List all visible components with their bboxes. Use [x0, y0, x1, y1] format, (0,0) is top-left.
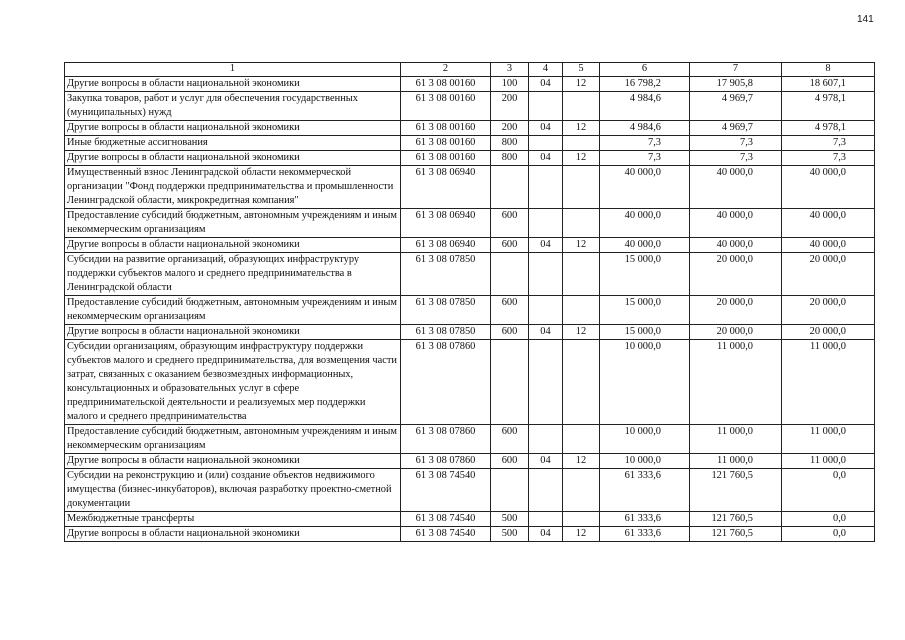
subsection-cell — [563, 166, 600, 209]
section-cell: 04 — [529, 77, 563, 92]
section-cell — [529, 425, 563, 454]
amount-col6-cell: 16 798,2 — [600, 77, 690, 92]
amount-col6-cell: 15 000,0 — [600, 253, 690, 296]
table-row — [65, 209, 875, 238]
amount-col6-cell: 40 000,0 — [600, 238, 690, 253]
amount-col6-cell: 4 984,6 — [600, 121, 690, 136]
amount-col7-cell: 20 000,0 — [690, 325, 782, 340]
amount-col6-cell: 40 000,0 — [600, 209, 690, 238]
amount-col6-cell: 61 333,6 — [600, 512, 690, 527]
row-name-cell: Субсидии на реконструкцию и (или) создание объектов недвижимого имущества (бизнес-инкубаторов), включая разработку проектно-сметной документации — [65, 469, 401, 512]
section-cell — [529, 92, 563, 121]
amount-col8-cell: 7,3 — [782, 136, 875, 151]
subsection-cell: 12 — [563, 527, 600, 542]
header-cell: 3 — [491, 63, 529, 77]
subsection-cell: 12 — [563, 77, 600, 92]
section-cell — [529, 253, 563, 296]
row-name-cell: Предоставление субсидий бюджетным, автономным учреждениям и иным некоммерческим организациям — [65, 209, 401, 238]
subsection-cell: 12 — [563, 325, 600, 340]
row-name-cell: Иные бюджетные ассигнования — [65, 136, 401, 151]
table-row — [65, 527, 875, 542]
expense-type-cell: 600 — [491, 454, 529, 469]
amount-col7-cell: 20 000,0 — [690, 296, 782, 325]
target-code-cell: 61 3 08 00160 — [401, 121, 491, 136]
target-code-cell: 61 3 08 06940 — [401, 209, 491, 238]
amount-col7-cell: 40 000,0 — [690, 166, 782, 209]
header-cell: 7 — [690, 63, 782, 77]
section-cell: 04 — [529, 325, 563, 340]
subsection-cell — [563, 512, 600, 527]
expense-type-cell: 600 — [491, 325, 529, 340]
amount-col8-cell: 11 000,0 — [782, 454, 875, 469]
amount-col7-cell: 40 000,0 — [690, 209, 782, 238]
row-name-cell: Предоставление субсидий бюджетным, автономным учреждениям и иным некоммерческим организациям — [65, 425, 401, 454]
subsection-cell — [563, 209, 600, 238]
row-name-cell: Предоставление субсидий бюджетным, автономным учреждениям и иным некоммерческим организациям — [65, 296, 401, 325]
subsection-cell: 12 — [563, 238, 600, 253]
target-code-cell: 61 3 08 00160 — [401, 77, 491, 92]
target-code-cell: 61 3 08 00160 — [401, 151, 491, 166]
amount-col8-cell: 0,0 — [782, 512, 875, 527]
amount-col7-cell: 20 000,0 — [690, 253, 782, 296]
expense-type-cell — [491, 340, 529, 425]
amount-col6-cell: 15 000,0 — [600, 296, 690, 325]
expense-type-cell: 200 — [491, 121, 529, 136]
expense-type-cell: 800 — [491, 151, 529, 166]
amount-col8-cell: 40 000,0 — [782, 209, 875, 238]
expense-type-cell: 500 — [491, 527, 529, 542]
amount-col8-cell: 4 978,1 — [782, 92, 875, 121]
section-cell: 04 — [529, 454, 563, 469]
expense-type-cell: 100 — [491, 77, 529, 92]
table-row — [65, 512, 875, 527]
target-code-cell: 61 3 08 07850 — [401, 296, 491, 325]
section-cell: 04 — [529, 527, 563, 542]
amount-col8-cell: 11 000,0 — [782, 340, 875, 425]
amount-col7-cell: 40 000,0 — [690, 238, 782, 253]
page-number: 141 — [857, 14, 874, 25]
amount-col7-cell: 121 760,5 — [690, 527, 782, 542]
amount-col7-cell: 4 969,7 — [690, 121, 782, 136]
subsection-cell: 12 — [563, 454, 600, 469]
section-cell: 04 — [529, 121, 563, 136]
subsection-cell — [563, 253, 600, 296]
expense-type-cell: 600 — [491, 209, 529, 238]
amount-col6-cell: 15 000,0 — [600, 325, 690, 340]
amount-col6-cell: 40 000,0 — [600, 166, 690, 209]
amount-col7-cell: 11 000,0 — [690, 340, 782, 425]
target-code-cell: 61 3 08 07850 — [401, 325, 491, 340]
subsection-cell — [563, 92, 600, 121]
header-cell: 2 — [401, 63, 491, 77]
header-cell: 5 — [563, 63, 600, 77]
amount-col7-cell: 121 760,5 — [690, 469, 782, 512]
amount-col6-cell: 61 333,6 — [600, 469, 690, 512]
header-cell: 4 — [529, 63, 563, 77]
amount-col7-cell: 17 905,8 — [690, 77, 782, 92]
amount-col7-cell: 121 760,5 — [690, 512, 782, 527]
section-cell — [529, 340, 563, 425]
row-name-cell: Имущественный взнос Ленинградской области некоммерческой организации "Фонд поддержки предпринимательства и промышленности Ленинградской области, микрокредитная компания" — [65, 166, 401, 209]
table-row — [65, 425, 875, 454]
subsection-cell — [563, 425, 600, 454]
row-name-cell: Другие вопросы в области национальной экономики — [65, 121, 401, 136]
target-code-cell: 61 3 08 74540 — [401, 469, 491, 512]
target-code-cell: 61 3 08 07850 — [401, 253, 491, 296]
subsection-cell — [563, 340, 600, 425]
section-cell — [529, 512, 563, 527]
expense-type-cell: 600 — [491, 238, 529, 253]
table-row — [65, 325, 875, 340]
table-row — [65, 454, 875, 469]
table-row — [65, 77, 875, 92]
subsection-cell: 12 — [563, 121, 600, 136]
subsection-cell — [563, 296, 600, 325]
table-row — [65, 121, 875, 136]
row-name-cell: Другие вопросы в области национальной экономики — [65, 454, 401, 469]
section-cell — [529, 296, 563, 325]
amount-col8-cell: 18 607,1 — [782, 77, 875, 92]
table-row — [65, 151, 875, 166]
amount-col8-cell: 7,3 — [782, 151, 875, 166]
header-cell: 6 — [600, 63, 690, 77]
amount-col6-cell: 7,3 — [600, 151, 690, 166]
row-name-cell: Другие вопросы в области национальной экономики — [65, 238, 401, 253]
amount-col8-cell: 40 000,0 — [782, 238, 875, 253]
section-cell — [529, 136, 563, 151]
amount-col7-cell: 11 000,0 — [690, 425, 782, 454]
amount-col6-cell: 10 000,0 — [600, 340, 690, 425]
table-header-row — [65, 63, 875, 77]
row-name-cell: Другие вопросы в области национальной экономики — [65, 151, 401, 166]
amount-col8-cell: 20 000,0 — [782, 296, 875, 325]
amount-col6-cell: 61 333,6 — [600, 527, 690, 542]
amount-col7-cell: 4 969,7 — [690, 92, 782, 121]
row-name-cell: Межбюджетные трансферты — [65, 512, 401, 527]
target-code-cell: 61 3 08 07860 — [401, 454, 491, 469]
section-cell — [529, 209, 563, 238]
table-row — [65, 296, 875, 325]
amount-col8-cell: 20 000,0 — [782, 325, 875, 340]
amount-col6-cell: 10 000,0 — [600, 454, 690, 469]
row-name-cell: Субсидии на развитие организаций, образующих инфраструктуру поддержки субъектов малого и среднего предпринимательства в Ленинградской области — [65, 253, 401, 296]
expense-type-cell: 500 — [491, 512, 529, 527]
amount-col8-cell: 11 000,0 — [782, 425, 875, 454]
amount-col6-cell: 4 984,6 — [600, 92, 690, 121]
row-name-cell: Другие вопросы в области национальной экономики — [65, 527, 401, 542]
table-row — [65, 340, 875, 425]
amount-col8-cell: 4 978,1 — [782, 121, 875, 136]
table-row — [65, 92, 875, 121]
target-code-cell: 61 3 08 07860 — [401, 340, 491, 425]
row-name-cell: Закупка товаров, работ и услуг для обеспечения государственных (муниципальных) нужд — [65, 92, 401, 121]
section-cell — [529, 469, 563, 512]
header-cell: 8 — [782, 63, 875, 77]
row-name-cell: Другие вопросы в области национальной экономики — [65, 77, 401, 92]
expense-type-cell — [491, 166, 529, 209]
target-code-cell: 61 3 08 00160 — [401, 136, 491, 151]
amount-col7-cell: 11 000,0 — [690, 454, 782, 469]
amount-col8-cell: 40 000,0 — [782, 166, 875, 209]
amount-col8-cell: 0,0 — [782, 527, 875, 542]
section-cell: 04 — [529, 238, 563, 253]
target-code-cell: 61 3 08 00160 — [401, 92, 491, 121]
row-name-cell: Субсидии организациям, образующим инфраструктуру поддержки субъектов малого и среднего предпринимательства, для возмещения части затрат, связанных с оказанием безвозмездных информационных, консультационных и образовательных услуг в сфере предпринимательской деятельности и реализуемых мер поддержки малого и среднего предпринимательства — [65, 340, 401, 425]
target-code-cell: 61 3 08 06940 — [401, 166, 491, 209]
expense-type-cell: 600 — [491, 425, 529, 454]
subsection-cell — [563, 136, 600, 151]
amount-col6-cell: 7,3 — [600, 136, 690, 151]
section-cell — [529, 166, 563, 209]
table-row — [65, 253, 875, 296]
budget-table — [64, 62, 875, 542]
subsection-cell — [563, 469, 600, 512]
amount-col8-cell: 0,0 — [782, 469, 875, 512]
amount-col7-cell: 7,3 — [690, 136, 782, 151]
expense-type-cell — [491, 469, 529, 512]
row-name-cell: Другие вопросы в области национальной экономики — [65, 325, 401, 340]
table-row — [65, 238, 875, 253]
target-code-cell: 61 3 08 07860 — [401, 425, 491, 454]
amount-col8-cell: 20 000,0 — [782, 253, 875, 296]
section-cell: 04 — [529, 151, 563, 166]
expense-type-cell: 800 — [491, 136, 529, 151]
table-row — [65, 469, 875, 512]
target-code-cell: 61 3 08 74540 — [401, 512, 491, 527]
header-cell: 1 — [65, 63, 401, 77]
amount-col6-cell: 10 000,0 — [600, 425, 690, 454]
expense-type-cell: 200 — [491, 92, 529, 121]
subsection-cell: 12 — [563, 151, 600, 166]
expense-type-cell — [491, 253, 529, 296]
expense-type-cell: 600 — [491, 296, 529, 325]
target-code-cell: 61 3 08 06940 — [401, 238, 491, 253]
amount-col7-cell: 7,3 — [690, 151, 782, 166]
table-row — [65, 136, 875, 151]
target-code-cell: 61 3 08 74540 — [401, 527, 491, 542]
table-row — [65, 166, 875, 209]
